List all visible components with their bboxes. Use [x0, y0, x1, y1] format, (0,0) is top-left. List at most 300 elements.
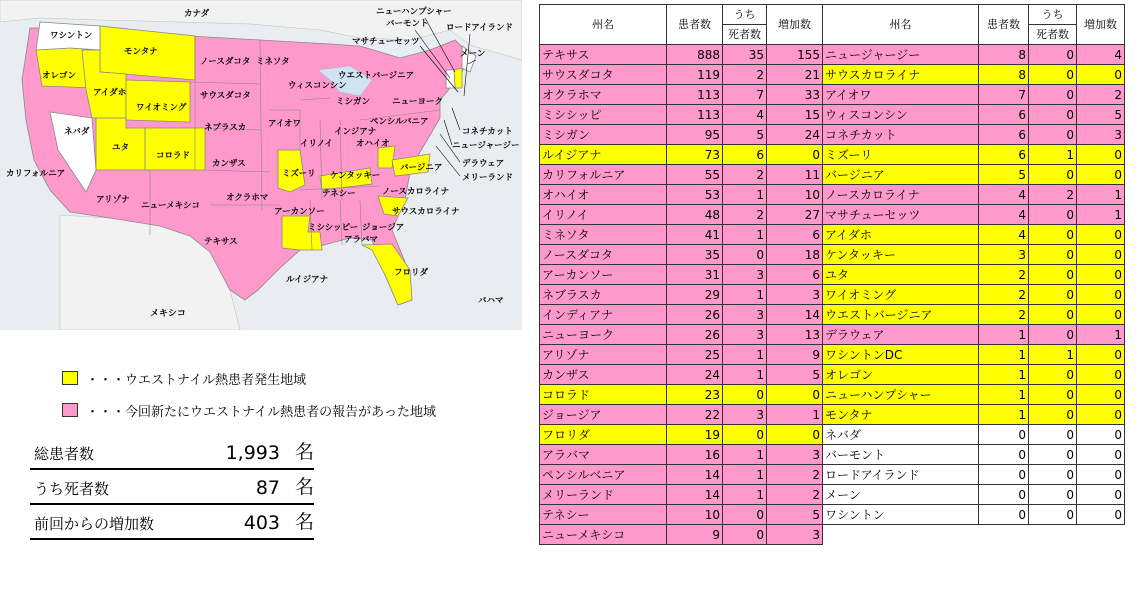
deaths-cell: 4: [723, 105, 767, 125]
state-name: オハイオ: [540, 185, 667, 205]
patients-cell: 4: [979, 205, 1029, 225]
label-arkansas: アーカンソー: [274, 207, 325, 217]
patients-cell: 0: [979, 445, 1029, 465]
patients-cell: 23: [667, 385, 723, 405]
patients-cell: 14: [667, 465, 723, 485]
deaths-cell: 0: [1029, 325, 1077, 345]
deaths-cell: 0: [1029, 365, 1077, 385]
label-iowa: アイオワ: [268, 119, 301, 129]
table-row: [540, 305, 1125, 325]
state-name: アーカンソー: [540, 265, 667, 285]
label-bahamas: バハマ: [478, 296, 504, 306]
increase-cell: 0: [767, 145, 823, 165]
label-south-carolina: サウスカロライナ: [392, 207, 460, 217]
header-deaths: 死者数: [723, 25, 767, 45]
patients-cell: 24: [667, 365, 723, 385]
patients-cell: 1: [979, 405, 1029, 425]
state-name: インディアナ: [540, 305, 667, 325]
patients-cell: 10: [667, 505, 723, 525]
increase-cell: 5: [767, 365, 823, 385]
label-canada: カナダ: [184, 9, 210, 19]
patients-cell: 6: [979, 125, 1029, 145]
increase-cell: 1: [767, 405, 823, 425]
state-name: ケンタッキー: [823, 245, 979, 265]
increase-cell: 0: [1077, 345, 1125, 365]
table-row: [540, 385, 1125, 405]
label-kansas: カンザス: [212, 159, 246, 169]
table-row: [540, 525, 1125, 545]
deaths-cell: 1: [1029, 345, 1077, 365]
state-name: フロリダ: [540, 425, 667, 445]
label-oregon: オレゴン: [42, 71, 77, 81]
state-name: ワシントン: [823, 505, 979, 525]
increase-cell: 0: [1077, 365, 1125, 385]
label-south-dakota: サウスダコタ: [200, 91, 251, 101]
increase-cell: 0: [767, 425, 823, 445]
increase-cell: 0: [1077, 385, 1125, 405]
deaths-cell: 1: [723, 465, 767, 485]
state-name: バージニア: [823, 165, 979, 185]
table-row: [540, 485, 1125, 505]
table-row: [540, 65, 1125, 85]
label-florida: フロリダ: [394, 268, 429, 278]
label-kentucky: ケンタッキー: [330, 171, 381, 181]
header-deaths-2: 死者数: [1029, 25, 1077, 45]
increase-cell: 0: [1077, 265, 1125, 285]
state-wyoming: [126, 80, 190, 122]
label-nevada: ネバダ: [64, 127, 90, 137]
state-name: メリーランド: [540, 485, 667, 505]
state-name: ネブラスカ: [540, 285, 667, 305]
increase-cell: 5: [1077, 105, 1125, 125]
patients-cell: 4: [979, 185, 1029, 205]
increase-cell: 2: [1077, 85, 1125, 105]
patients-cell: 888: [667, 45, 723, 65]
table-row: [540, 225, 1125, 245]
state-name: ネバダ: [823, 425, 979, 445]
patients-cell: 6: [979, 145, 1029, 165]
patients-cell: 55: [667, 165, 723, 185]
increase-cell: 33: [767, 85, 823, 105]
state-name: イリノイ: [540, 205, 667, 225]
legend-pink-swatch: [62, 403, 78, 417]
increase-cell: 0: [1077, 465, 1125, 485]
deaths-cell: 0: [1029, 405, 1077, 425]
label-maine: メーン: [460, 49, 486, 59]
label-utah: ユタ: [112, 143, 130, 153]
label-wisconsin: ウィスコンシン: [288, 81, 347, 91]
patients-cell: 4: [979, 225, 1029, 245]
increase-cell: 9: [767, 345, 823, 365]
deaths-cell: 0: [723, 245, 767, 265]
deaths-cell: 1: [723, 225, 767, 245]
header-of-which: うち: [723, 5, 767, 25]
increase-cell: 0: [1077, 145, 1125, 165]
label-north-carolina: ノースカロライナ: [382, 187, 450, 197]
header-state: 州名: [540, 5, 667, 45]
patients-cell: 26: [667, 325, 723, 345]
state-name: ロードアイランド: [823, 465, 979, 485]
state-name: マサチューセッツ: [823, 205, 979, 225]
header-patients: 患者数: [667, 5, 723, 45]
label-montana: モンタナ: [124, 47, 158, 57]
label-massachusetts: マサチューセッツ: [352, 37, 420, 47]
deaths-cell: 0: [1029, 85, 1077, 105]
patients-cell: 2: [979, 285, 1029, 305]
increase-cell: 1: [1077, 185, 1125, 205]
increase-cell: 0: [1077, 165, 1125, 185]
patients-cell: 6: [979, 105, 1029, 125]
state-name: ペンシルベニア: [540, 465, 667, 485]
us-map-graphic: [0, 0, 522, 330]
patients-cell: 29: [667, 285, 723, 305]
increase-cell: 27: [767, 205, 823, 225]
patients-cell: 119: [667, 65, 723, 85]
state-name: アラバマ: [540, 445, 667, 465]
patients-cell: 16: [667, 445, 723, 465]
patients-cell: 3: [979, 245, 1029, 265]
state-name: ワイオミング: [823, 285, 979, 305]
increase-cell: 0: [1077, 445, 1125, 465]
label-connecticut: コネチカット: [462, 127, 513, 137]
deaths-cell: 1: [723, 445, 767, 465]
table-row: [540, 425, 1125, 445]
deaths-cell: 1: [723, 365, 767, 385]
increase-cell: 2: [767, 485, 823, 505]
table-row: [540, 505, 1125, 525]
deaths-cell: 3: [723, 405, 767, 425]
total-row: [30, 510, 314, 540]
deaths-cell: 0: [1029, 285, 1077, 305]
label-indiana: インジアナ: [334, 127, 377, 137]
label-delaware: デラウェア: [462, 159, 505, 169]
state-west-virginia: [378, 146, 395, 168]
state-name: アイダホ: [823, 225, 979, 245]
deaths-cell: 0: [1029, 265, 1077, 285]
increase-cell: 3: [1077, 125, 1125, 145]
table-row: [540, 325, 1125, 345]
state-name: ルイジアナ: [540, 145, 667, 165]
total-unit: 名: [294, 511, 314, 533]
increase-cell: 11: [767, 165, 823, 185]
increase-cell: 0: [1077, 405, 1125, 425]
empty-cell: [823, 525, 1125, 545]
patients-cell: 0: [979, 505, 1029, 525]
total-label: 総患者数: [34, 445, 95, 463]
label-new-hampshire: ニューハンプシャー: [376, 7, 452, 17]
deaths-cell: 0: [723, 385, 767, 405]
state-name: テネシー: [540, 505, 667, 525]
total-unit: 名: [294, 441, 314, 463]
label-texas: テキサス: [204, 237, 238, 247]
deaths-cell: 1: [723, 185, 767, 205]
patients-cell: 8: [979, 65, 1029, 85]
increase-cell: 155: [767, 45, 823, 65]
state-name: サウスカロライナ: [823, 65, 979, 85]
increase-cell: 14: [767, 305, 823, 325]
patients-cell: 19: [667, 425, 723, 445]
state-name: ニューハンプシャー: [823, 385, 979, 405]
state-name: ニューヨーク: [540, 325, 667, 345]
patients-cell: 73: [667, 145, 723, 165]
increase-cell: 0: [1077, 485, 1125, 505]
patients-cell: 95: [667, 125, 723, 145]
deaths-cell: 0: [1029, 225, 1077, 245]
patients-cell: 8: [979, 45, 1029, 65]
label-west-virginia: ウエストバージニア: [338, 71, 415, 81]
increase-cell: 2: [767, 465, 823, 485]
total-value: 87: [255, 477, 280, 499]
deaths-cell: 0: [1029, 45, 1077, 65]
table-body: [540, 45, 1125, 545]
legend-pink: [62, 400, 436, 420]
increase-cell: 18: [767, 245, 823, 265]
deaths-cell: 0: [723, 525, 767, 545]
state-name: ワシントンDC: [823, 345, 979, 365]
table-row: [540, 45, 1125, 65]
patients-cell: 7: [979, 85, 1029, 105]
patients-cell: 31: [667, 265, 723, 285]
state-name: ノースカロライナ: [823, 185, 979, 205]
increase-cell: 0: [1077, 225, 1125, 245]
patients-cell: 1: [979, 365, 1029, 385]
patients-cell: 35: [667, 245, 723, 265]
patients-cell: 26: [667, 305, 723, 325]
state-name: オレゴン: [823, 365, 979, 385]
table-row: [540, 345, 1125, 365]
label-illinois: イリノイ: [300, 139, 333, 149]
deaths-cell: 35: [723, 45, 767, 65]
patients-cell: 41: [667, 225, 723, 245]
increase-cell: 13: [767, 325, 823, 345]
table-row: [540, 165, 1125, 185]
state-name: サウスダコタ: [540, 65, 667, 85]
patients-cell: 22: [667, 405, 723, 425]
label-california: カリフォルニア: [6, 169, 66, 179]
table-row: [540, 465, 1125, 485]
increase-cell: 3: [767, 445, 823, 465]
table-row: [540, 405, 1125, 425]
header-state-2: 州名: [823, 5, 979, 45]
patients-cell: 0: [979, 465, 1029, 485]
deaths-cell: 0: [1029, 445, 1077, 465]
patients-cell: 0: [979, 425, 1029, 445]
state-name: モンタナ: [823, 405, 979, 425]
label-new-york: ニューヨーク: [392, 97, 444, 107]
label-new-jersey: ニュージャージー: [452, 141, 520, 151]
table-row: [540, 445, 1125, 465]
deaths-cell: 0: [1029, 485, 1077, 505]
deaths-cell: 1: [723, 485, 767, 505]
increase-cell: 0: [1077, 245, 1125, 265]
deaths-cell: 0: [723, 425, 767, 445]
patients-cell: 5: [979, 165, 1029, 185]
deaths-cell: 3: [723, 305, 767, 325]
increase-cell: 0: [1077, 285, 1125, 305]
deaths-cell: 0: [1029, 165, 1077, 185]
state-name: ミネソタ: [540, 225, 667, 245]
state-name: アイオワ: [823, 85, 979, 105]
state-name: ジョージア: [540, 405, 667, 425]
label-mexico: メキシコ: [150, 309, 186, 319]
table-row: [540, 105, 1125, 125]
state-name: ミシシッピ: [540, 105, 667, 125]
case-table: [539, 4, 1125, 545]
deaths-cell: 3: [723, 265, 767, 285]
state-name: ウエストバージニア: [823, 305, 979, 325]
deaths-cell: 2: [723, 205, 767, 225]
increase-cell: 6: [767, 265, 823, 285]
label-alabama: アラバマ: [344, 235, 379, 245]
table-header-row: [540, 5, 1125, 25]
table-row: [540, 285, 1125, 305]
label-ohio: オハイオ: [356, 139, 390, 149]
header-patients-2: 患者数: [979, 5, 1029, 45]
legend: [62, 368, 436, 432]
patients-cell: 48: [667, 205, 723, 225]
table-row: [540, 205, 1125, 225]
label-colorado: コロラド: [156, 151, 191, 161]
label-mississippi: ミシシッピー: [308, 223, 359, 233]
patients-cell: 1: [979, 325, 1029, 345]
increase-cell: 0: [767, 385, 823, 405]
deaths-cell: 7: [723, 85, 767, 105]
label-georgia: ジョージア: [362, 223, 405, 233]
patients-cell: 2: [979, 265, 1029, 285]
deaths-cell: 0: [1029, 425, 1077, 445]
legend-yellow: [62, 368, 436, 388]
deaths-cell: 1: [1029, 145, 1077, 165]
state-name: コネチカット: [823, 125, 979, 145]
patients-cell: 113: [667, 105, 723, 125]
label-pennsylvania: ペンシルバニア: [370, 117, 429, 127]
us-map: [0, 0, 522, 330]
table-row: [540, 85, 1125, 105]
total-row: [30, 440, 314, 470]
table-row: [540, 145, 1125, 165]
label-tennessee: テネシー: [322, 189, 356, 199]
state-name: ミシガン: [540, 125, 667, 145]
state-name: メーン: [823, 485, 979, 505]
label-minnesota: ミネソタ: [256, 57, 290, 67]
deaths-cell: 2: [723, 65, 767, 85]
patients-cell: 14: [667, 485, 723, 505]
state-name: コロラド: [540, 385, 667, 405]
patients-cell: 113: [667, 85, 723, 105]
legend-pink-label: ・・・今回新たにウエストナイル熱患者の報告があった地域: [86, 404, 436, 420]
state-name: ウィスコンシン: [823, 105, 979, 125]
increase-cell: 3: [767, 285, 823, 305]
state-name: カリフォルニア: [540, 165, 667, 185]
label-oklahoma: オクラホマ: [226, 193, 269, 203]
label-washington: ワシントン: [50, 31, 93, 41]
patients-cell: 0: [979, 485, 1029, 505]
label-nebraska: ネブラスカ: [204, 123, 247, 133]
increase-cell: 4: [1077, 45, 1125, 65]
state-name: ニュージャージー: [823, 45, 979, 65]
state-name: オクラホマ: [540, 85, 667, 105]
patients-cell: 9: [667, 525, 723, 545]
legend-yellow-swatch: [62, 371, 78, 385]
total-value: 403: [243, 512, 280, 534]
label-north-dakota: ノースダコタ: [200, 57, 251, 67]
increase-cell: 0: [1077, 425, 1125, 445]
patients-cell: 1: [979, 345, 1029, 365]
deaths-cell: 0: [1029, 385, 1077, 405]
deaths-cell: 0: [1029, 125, 1077, 145]
patients-cell: 2: [979, 305, 1029, 325]
table-row: [540, 365, 1125, 385]
label-louisiana: ルイジアナ: [286, 275, 329, 285]
state-name: テキサス: [540, 45, 667, 65]
state-name: ノースダコタ: [540, 245, 667, 265]
state-name: デラウェア: [823, 325, 979, 345]
table-row: [540, 185, 1125, 205]
table-row: [540, 265, 1125, 285]
label-maryland: メリーランド: [462, 173, 514, 183]
deaths-cell: 2: [1029, 185, 1077, 205]
patients-cell: 53: [667, 185, 723, 205]
label-idaho: アイダホ: [93, 88, 127, 98]
header-increase: 増加数: [767, 5, 823, 45]
state-name: ミズーリ: [823, 145, 979, 165]
legend-yellow-label: ・・・ウエストナイル熱患者発生地域: [86, 372, 307, 388]
total-unit: 名: [294, 476, 314, 498]
increase-cell: 0: [1077, 65, 1125, 85]
label-rhode-island: ロードアイランド: [446, 23, 513, 33]
label-new-mexico: ニューメキシコ: [141, 201, 200, 211]
label-virginia: バージニア: [400, 163, 443, 173]
state-colorado: [145, 128, 205, 170]
increase-cell: 5: [767, 505, 823, 525]
state-name: ユタ: [823, 265, 979, 285]
deaths-cell: 0: [1029, 245, 1077, 265]
deaths-cell: 0: [1029, 305, 1077, 325]
increase-cell: 1: [1077, 205, 1125, 225]
table-row: [540, 125, 1125, 145]
label-arizona: アリゾナ: [96, 195, 130, 205]
increase-cell: 21: [767, 65, 823, 85]
increase-cell: 6: [767, 225, 823, 245]
increase-cell: 0: [1077, 305, 1125, 325]
total-label: 前回からの増加数: [34, 515, 155, 533]
total-label: うち死者数: [34, 480, 110, 498]
label-vermont: バーモント: [386, 19, 429, 29]
deaths-cell: 0: [1029, 505, 1077, 525]
label-missouri: ミズーリ: [282, 169, 316, 179]
state-name: バーモント: [823, 445, 979, 465]
label-wyoming: ワイオミング: [136, 103, 187, 113]
increase-cell: 1: [1077, 325, 1125, 345]
deaths-cell: 3: [723, 325, 767, 345]
increase-cell: 0: [1077, 505, 1125, 525]
deaths-cell: 5: [723, 125, 767, 145]
deaths-cell: 1: [723, 345, 767, 365]
patients-cell: 25: [667, 345, 723, 365]
deaths-cell: 0: [1029, 105, 1077, 125]
label-michigan: ミシガン: [336, 97, 371, 107]
header-of-which-2: うち: [1029, 5, 1077, 25]
increase-cell: 10: [767, 185, 823, 205]
state-name: アリゾナ: [540, 345, 667, 365]
state-name: カンザス: [540, 365, 667, 385]
deaths-cell: 0: [723, 505, 767, 525]
deaths-cell: 0: [1029, 205, 1077, 225]
total-value: 1,993: [225, 442, 280, 464]
totals-panel: [30, 440, 314, 545]
increase-cell: 15: [767, 105, 823, 125]
patients-cell: 1: [979, 385, 1029, 405]
